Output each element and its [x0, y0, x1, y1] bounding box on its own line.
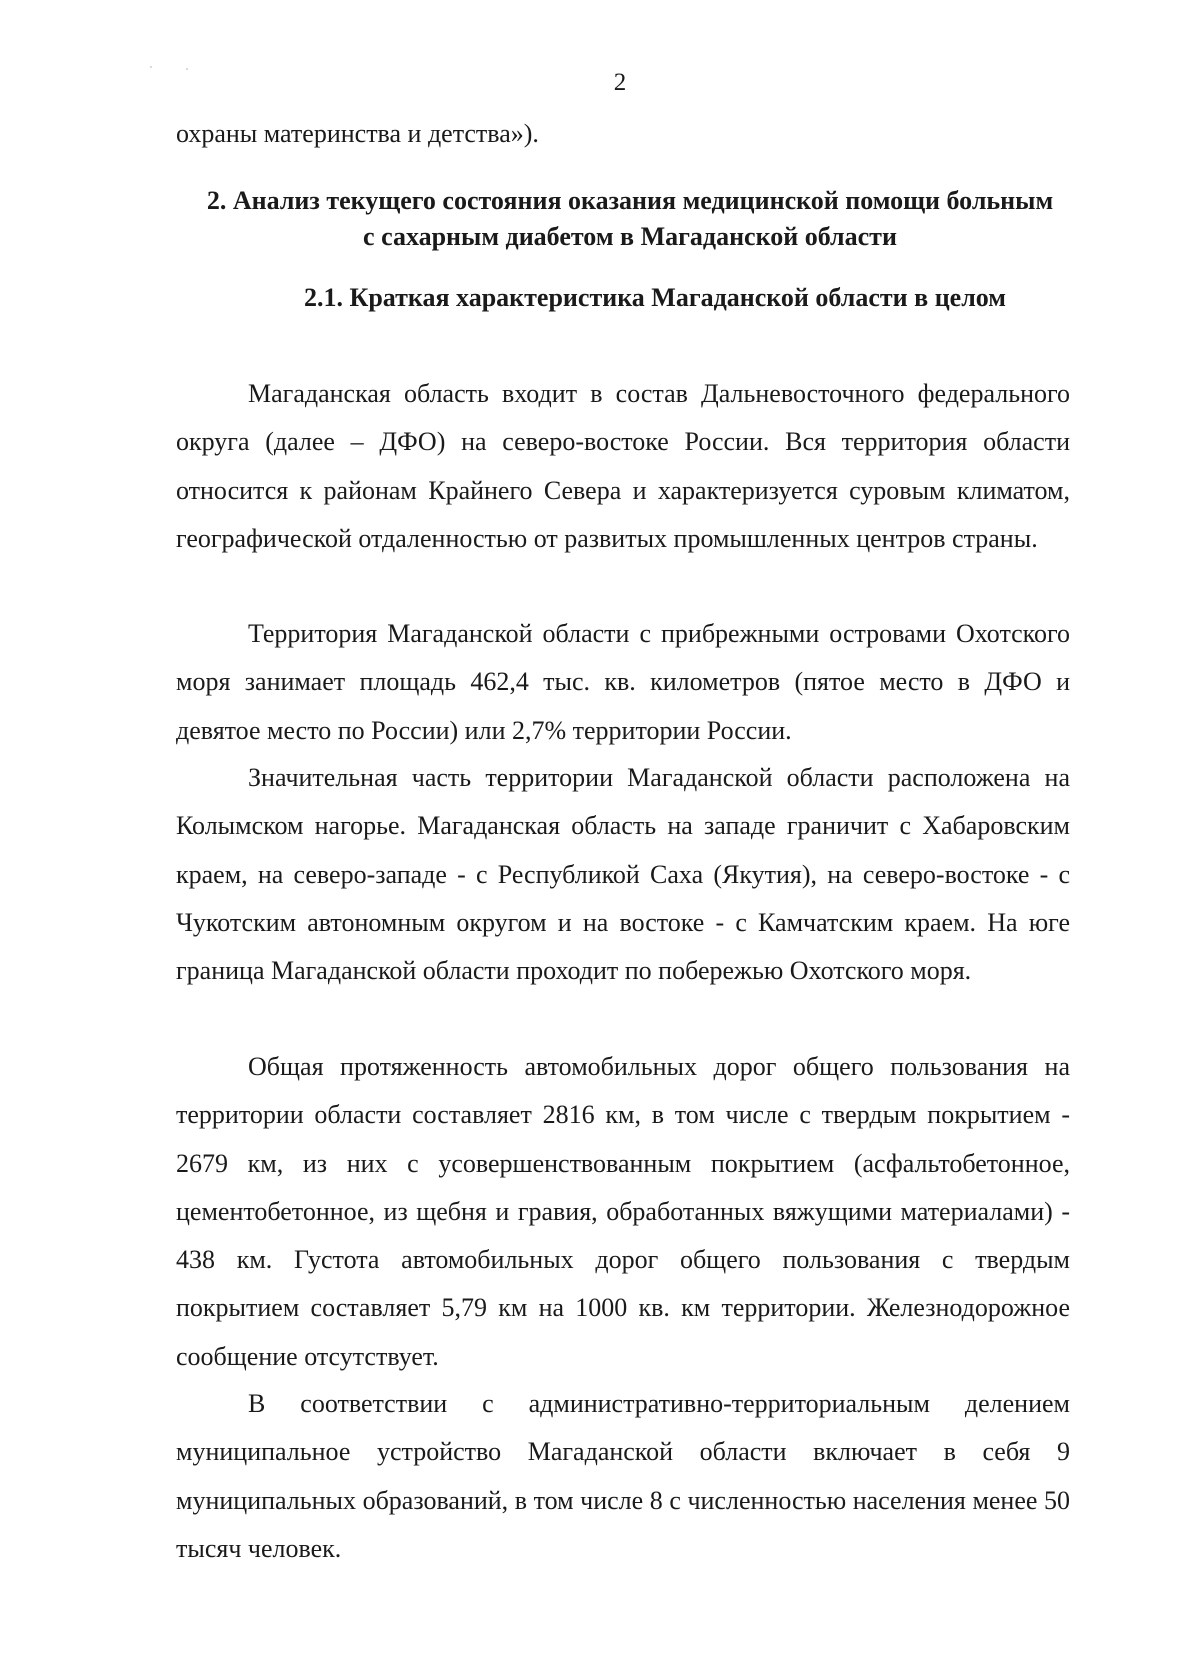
paragraph: Общая протяженность автомобильных дорог общего пользования на территории области составляет 2816 км, в том числе с твердым покрытием - 2679 км, из них с усовершенствованным покрытием (асфальтобетонное, цементобетонное, из щебня и гравия, обработанных вяжущими материалами) - 438 км. Густота автомобильных дорог общего пользования с твердым покрытием составляет 5,79 км на 1000 кв. км территории. Железнодорожное сообщение отсутствует.	[176, 1052, 1070, 1371]
paragraph-municipalities	[176, 1380, 1070, 1573]
continuation-text: охраны материнства и детства»).	[176, 119, 539, 148]
paragraph-borders	[176, 754, 1070, 995]
paragraph: В соответствии с административно-территориальным делением муниципальное устройство Магаданской области включает в себя 9 муниципальных образований, в том числе 8 с численностью населения менее 50 тысяч человек.	[176, 1389, 1070, 1563]
subsection-heading: 2.1. Краткая характеристика Магаданской области в целом	[303, 283, 1007, 312]
paragraph: Магаданская область входит в состав Дальневосточного федерального округа (далее – ДФО) на северо-востоке России. Вся территория области относится к районам Крайнего Севера и характеризуется суровым климатом, географической отдаленностью от развитых промышленных центров страны.	[176, 379, 1070, 553]
page-number: 2	[613, 69, 627, 96]
paragraph: Территория Магаданской области с прибрежными островами Охотского моря занимает площадь 462,4 тыс. кв. километров (пятое место в ДФО и девятое место по России) или 2,7% территории России.	[176, 619, 1070, 745]
paragraph: Значительная часть территории Магаданской области расположена на Колымском нагорье. Магаданская область на западе граничит с Хабаровским краем, на северо-западе - с Республикой Саха (Якутия), на северо-востоке - с Чукотским автономным округом и на востоке - с Камчатским краем. На юге граница Магаданской области проходит по побережью Охотского моря.	[176, 763, 1070, 986]
paragraph-region-overview	[176, 370, 1070, 563]
paragraph-territory-area	[176, 610, 1070, 755]
paragraph-roads	[176, 1043, 1070, 1381]
section-heading: 2. Анализ текущего состояния оказания медицинской помощи больным с сахарным диабетом в Магаданской области	[206, 186, 1054, 251]
